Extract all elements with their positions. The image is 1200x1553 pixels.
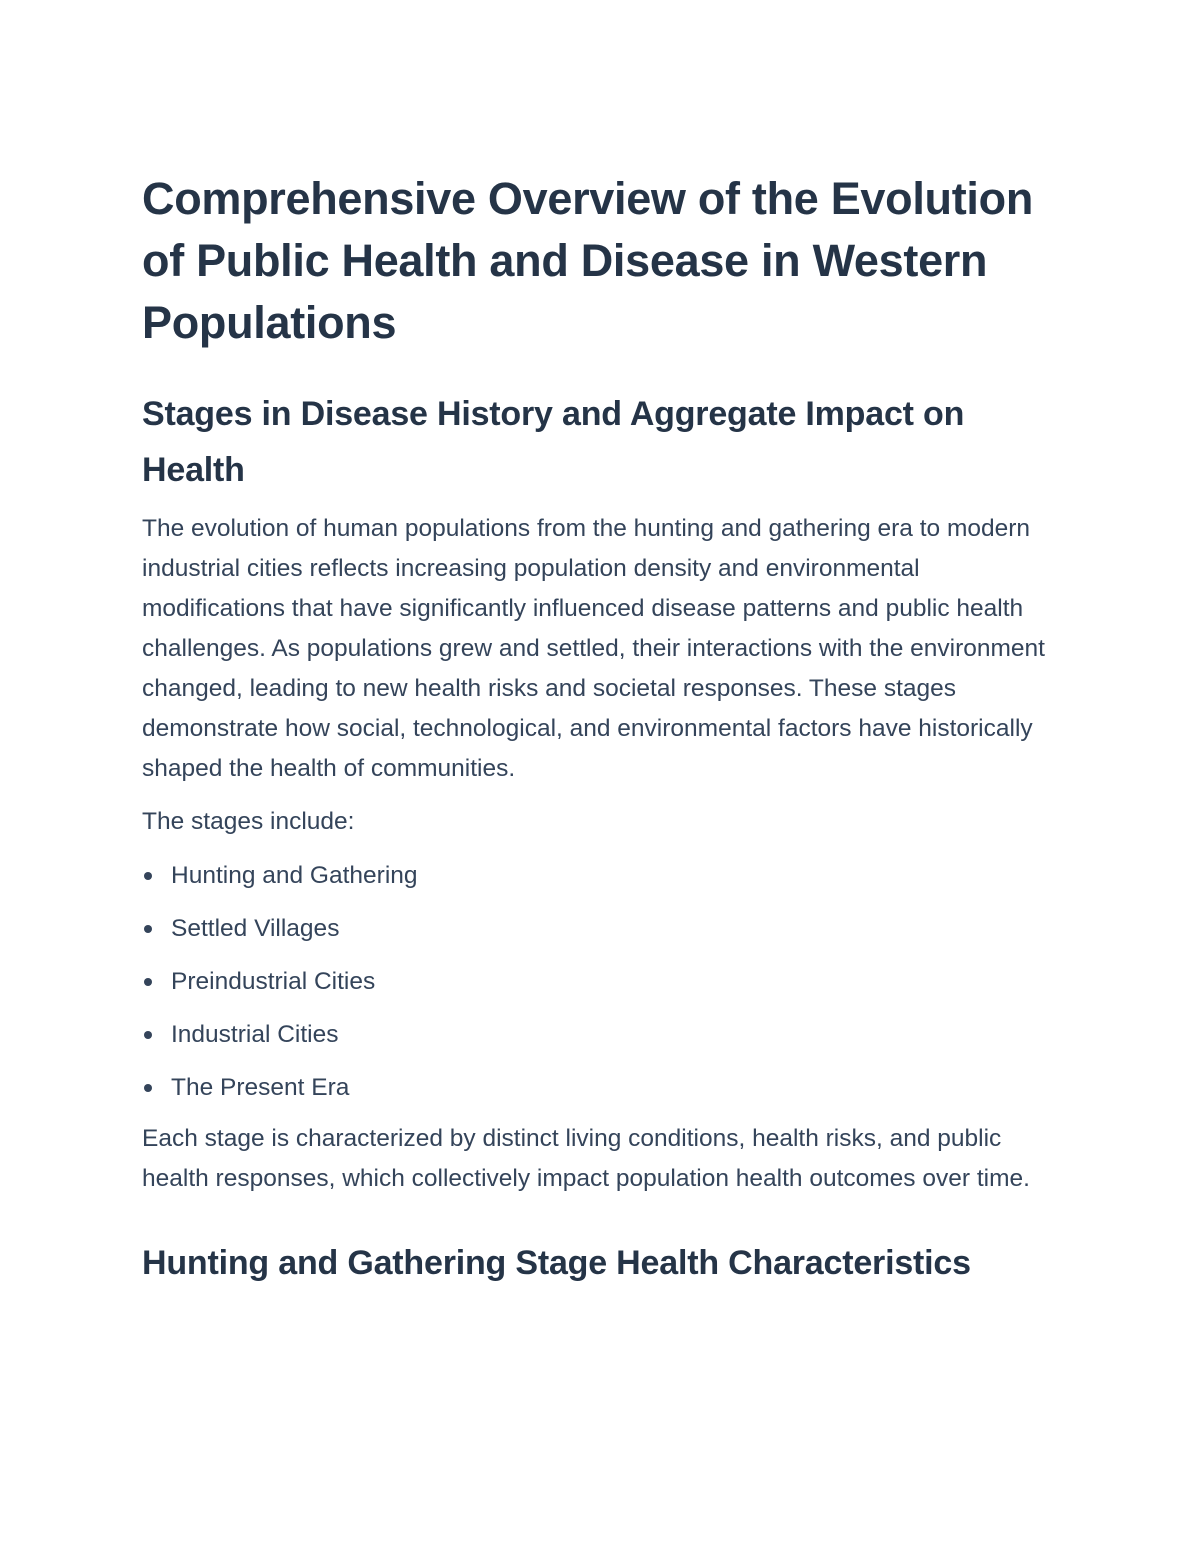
bullet-icon bbox=[144, 1084, 152, 1092]
document-title: Comprehensive Overview of the Evolution of Public Health and Disease in Western Populations bbox=[142, 173, 1034, 348]
list-item-label: Hunting and Gathering bbox=[171, 862, 418, 889]
section-heading-hunting-gathering: Hunting and Gathering Stage Health Characteristics bbox=[142, 1244, 971, 1282]
list-item bbox=[142, 856, 1062, 896]
stages-lead-text: The stages include: bbox=[142, 808, 355, 835]
list-item-label: The Present Era bbox=[171, 1074, 350, 1101]
list-item-label: Preindustrial Cities bbox=[171, 968, 376, 995]
bullet-icon bbox=[144, 1031, 152, 1039]
list-item bbox=[142, 1068, 1062, 1108]
bullet-icon bbox=[144, 925, 152, 933]
list-item bbox=[142, 1015, 1062, 1055]
document-page bbox=[142, 168, 1062, 1291]
bullet-icon bbox=[144, 872, 152, 880]
stages-list bbox=[142, 856, 1062, 1108]
list-item-label: Industrial Cities bbox=[171, 1021, 339, 1048]
section-intro-paragraph: The evolution of human populations from the hunting and gathering era to modern industrial cities reflects increasing population density and environmental modifications that have significantly influenced disease patterns and public health challenges. As populations grew and settled, their interactions with the environment changed, leading to new health risks and societal responses. These stages demonstrate how social, technological, and environmental factors have historically shaped the health of communities. bbox=[142, 515, 1045, 782]
bullet-icon bbox=[144, 978, 152, 986]
section-heading-stages: Stages in Disease History and Aggregate Impact on Health bbox=[142, 395, 965, 489]
list-item-label: Settled Villages bbox=[171, 915, 340, 942]
list-item bbox=[142, 909, 1062, 949]
list-item bbox=[142, 962, 1062, 1002]
section-closing-paragraph: Each stage is characterized by distinct living conditions, health risks, and public health responses, which collectively impact population health outcomes over time. bbox=[142, 1125, 1030, 1192]
